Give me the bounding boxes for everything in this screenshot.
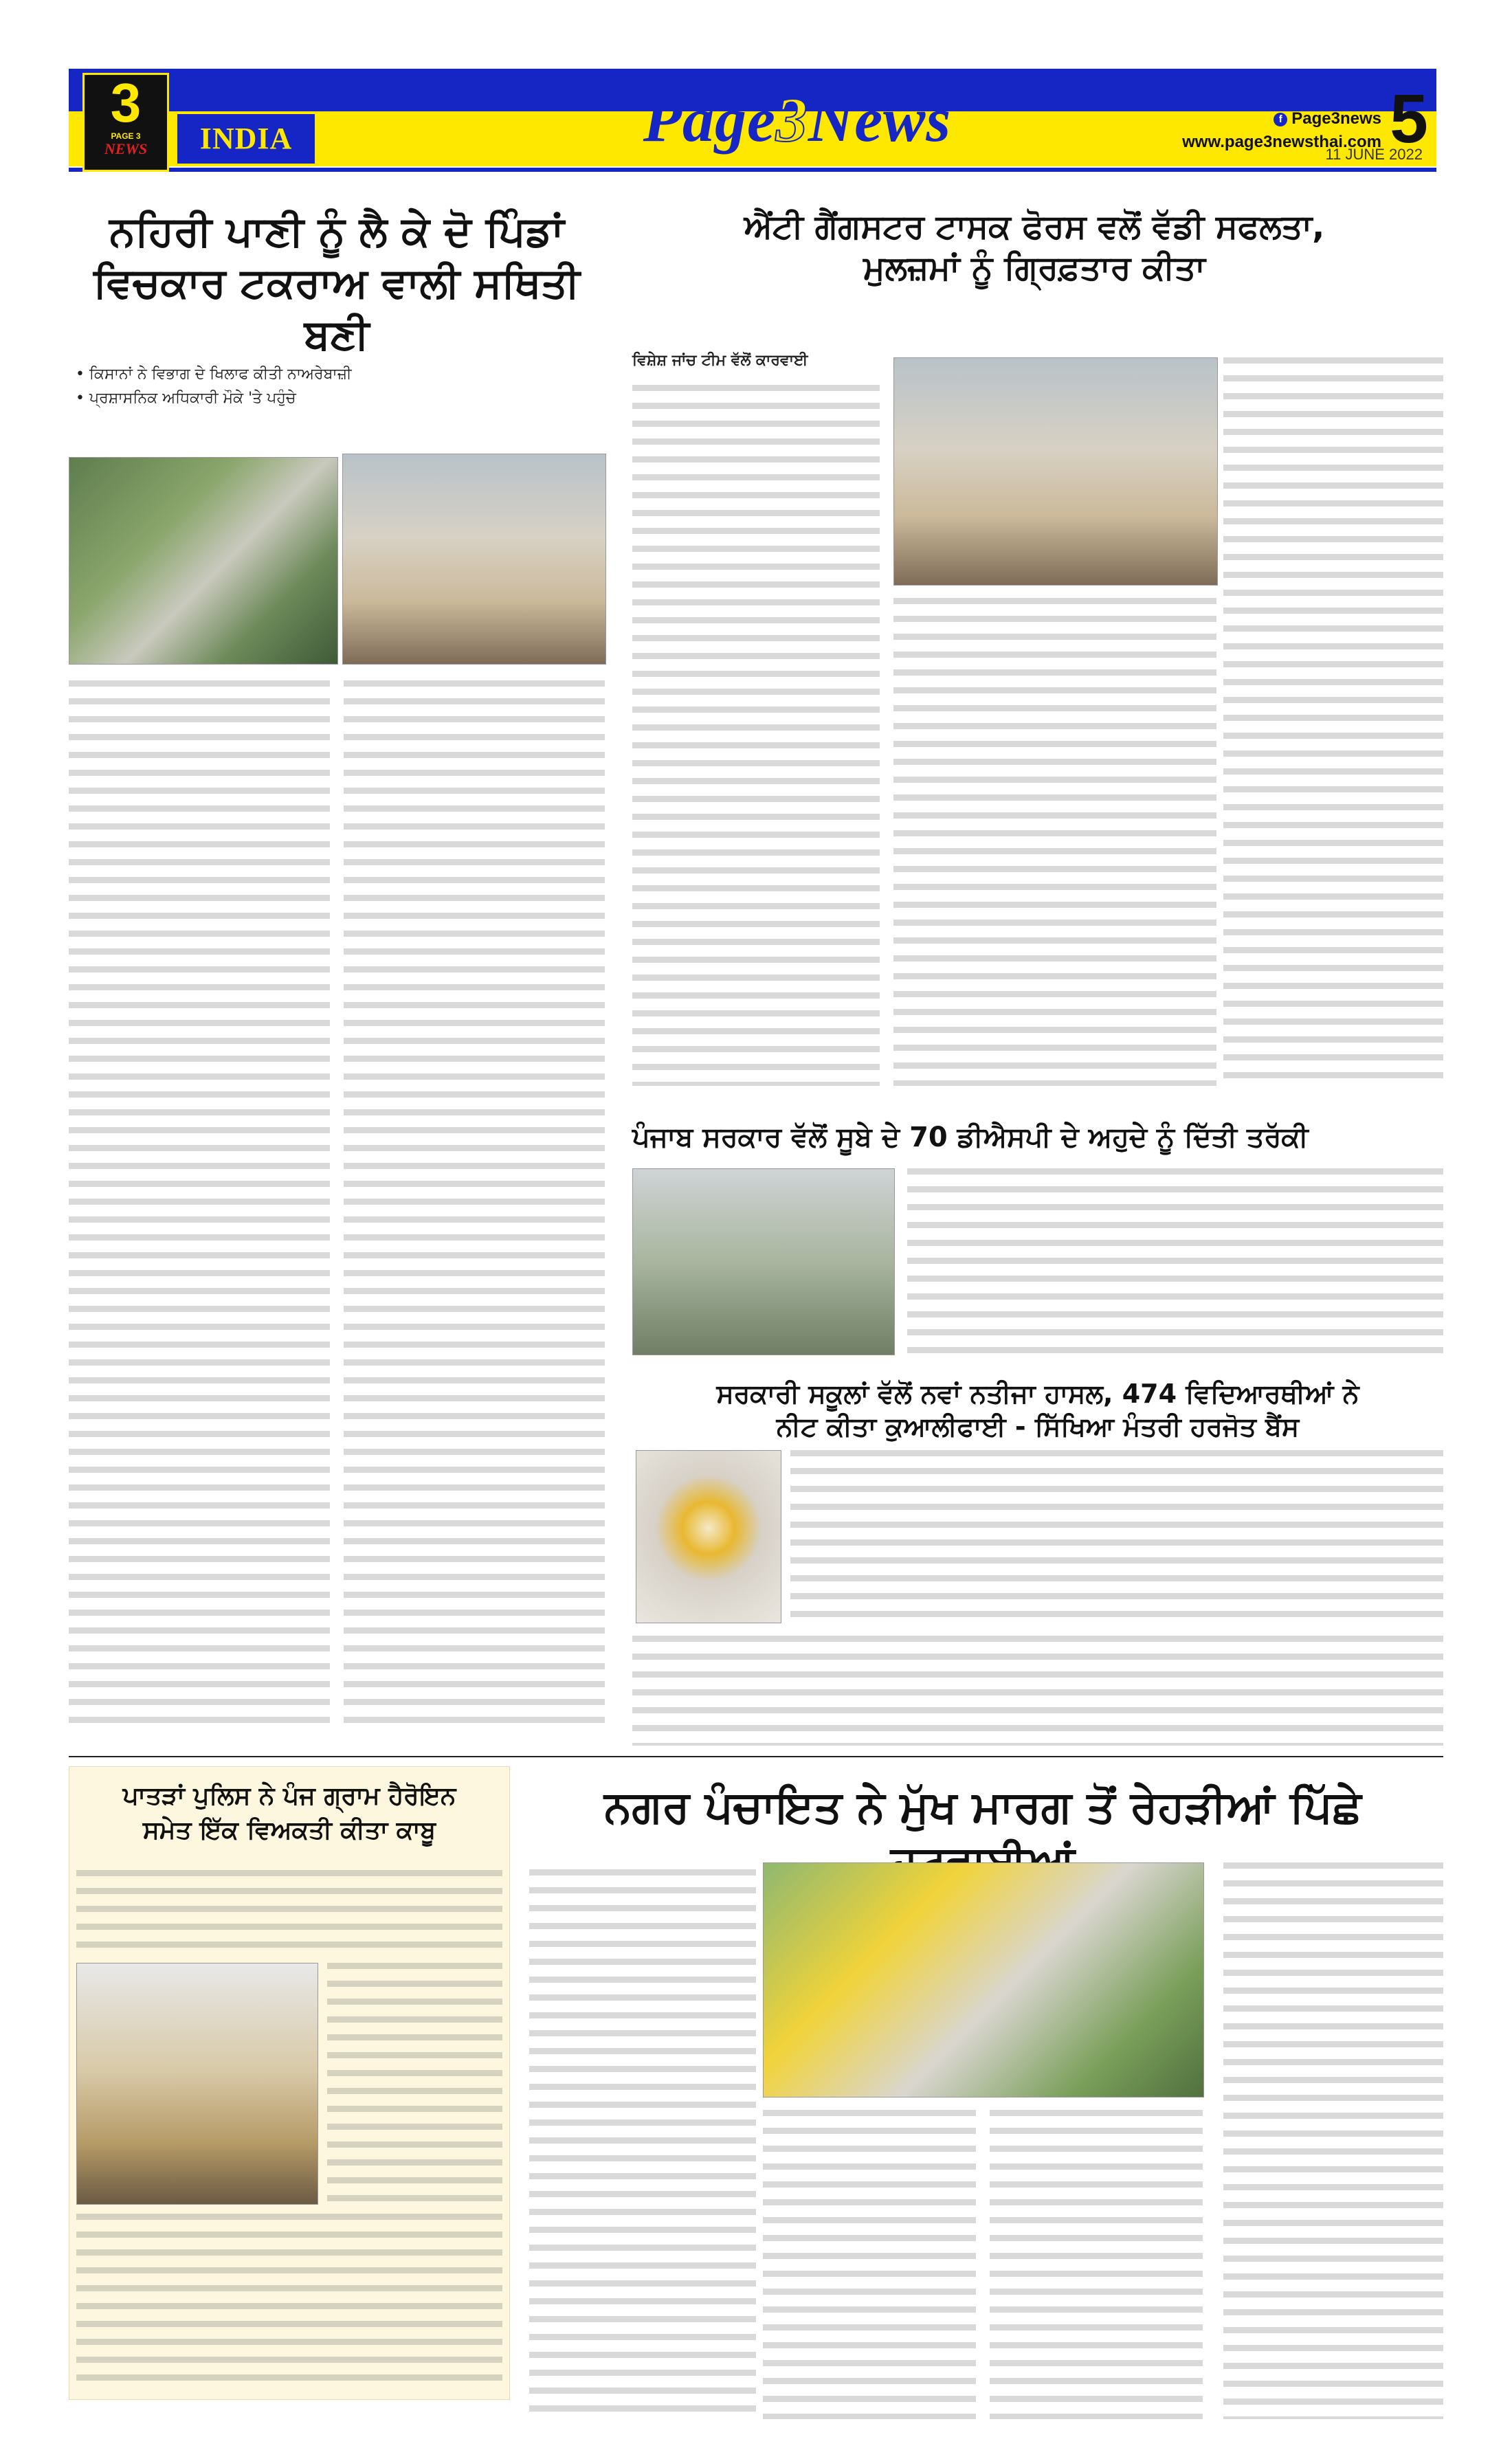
story5-photo-police <box>76 1963 318 2205</box>
story2-photo-arrest <box>893 357 1218 586</box>
story2-column-2 <box>893 598 1216 1086</box>
logo-sub: PAGE 3 <box>111 131 141 141</box>
masthead-rule <box>69 168 1436 172</box>
story1-column-2 <box>344 680 605 1732</box>
story3-text <box>907 1168 1443 1354</box>
social-handle: Page3news <box>1291 109 1381 128</box>
story1-column-1 <box>69 680 330 1732</box>
website-link[interactable]: www.page3newsthai.com <box>1182 133 1381 151</box>
story6-column-4 <box>1223 1862 1443 2419</box>
story2-headline-line1: ਐਂਟੀ ਗੈਂਗਸਟਰ ਟਾਸਕ ਫੋਰਸ ਵਲੋਂ ਵੱਡੀ ਸਫਲਤਾ, <box>744 208 1325 246</box>
story2-column-3 <box>1223 357 1443 1086</box>
story4-photo-minister <box>636 1450 781 1623</box>
social-handle-row[interactable] <box>1182 107 1381 131</box>
section-divider <box>69 1756 1443 1757</box>
story2-column-1 <box>632 385 880 1086</box>
story2-kicker: ਵਿਸ਼ੇਸ਼ ਜਾਂਚ ਟੀਮ ਵੱਲੋਂ ਕਾਰਵਾਈ <box>632 352 808 369</box>
story2-headline-line2: ਮੁਲਜ਼ਮਾਂ ਨੂੰ ਗ੍ਰਿਫ਼ਤਾਰ ਕੀਤਾ <box>863 249 1205 287</box>
brand-title[interactable] <box>605 74 990 165</box>
story5-side-text <box>327 1963 502 2203</box>
section-label: INDIA <box>177 114 315 164</box>
story4-text-lower <box>632 1636 1443 1746</box>
story3-photo-meeting <box>632 1168 895 1355</box>
story5-headline-line1: ਪਾਤੜਾਂ ਪੁਲਿਸ ਨੇ ਪੰਜ ਗ੍ਰਾਮ ਹੈਰੋਇਨ <box>122 1782 456 1810</box>
logo-news: NEWS <box>104 140 148 157</box>
story6-photo-market <box>763 1862 1204 2098</box>
story1-bullet1: • ਕਿਸਾਨਾਂ ਨੇ ਵਿਭਾਗ ਦੇ ਖਿਲਾਫ ਕੀਤੀ ਨਾਅਰੇਬਾਜ਼ੀ <box>76 366 352 383</box>
story1-photo-group <box>342 454 606 665</box>
story6-column-3 <box>990 2110 1203 2419</box>
brand-three: 3 <box>775 85 808 155</box>
story1-bullet2: • ਪ੍ਰਸ਼ਾਸਨਿਕ ਅਧਿਕਾਰੀ ਮੌਕੇ 'ਤੇ ਪਹੁੰਚੇ <box>76 390 296 407</box>
story5-bottom-text <box>76 2214 502 2385</box>
story1-headline-line1: ਨਹਿਰੀ ਪਾਣੀ ਨੂੰ ਲੈ ਕੇ ਦੋ ਪਿੰਡਾਂ <box>109 208 564 256</box>
story-neet <box>632 1378 1443 1443</box>
page-number: 5 <box>1390 80 1428 157</box>
story5-headline-line2: ਸਮੇਤ ਇੱਕ ਵਿਅਕਤੀ ਕੀਤਾ ਕਾਬੂ <box>142 1816 436 1845</box>
story6-headline: ਨਗਰ ਪੰਚਾਇਤ ਨੇ ਮੁੱਖ ਮਾਰਗ ਤੋਂ ਰੇਹੜੀਆਂ ਪਿੱਛੇ <box>604 1782 1361 1833</box>
story-patran-police <box>69 1766 510 2400</box>
issue-date: 11 JUNE 2022 <box>1325 146 1423 163</box>
story4-headline-line2: ਨੀਟ ਕੀਤਾ ਕੁਆਲੀਫਾਈ - ਸਿੱਖਿਆ ਮੰਤਰੀ ਹਰਜੋਤ ਬੈਂਸ <box>776 1411 1300 1442</box>
page3-logo[interactable] <box>82 73 169 172</box>
story1-headline-line2: ਵਿਚਕਾਰ ਟਕਰਾਅ ਵਾਲੀ ਸਥਿਤੀ ਬਣੀ <box>93 259 580 359</box>
masthead <box>69 69 1436 172</box>
story5-intro-text <box>76 1870 502 1952</box>
logo-number: 3 <box>110 72 142 133</box>
facebook-icon: f <box>1274 113 1287 126</box>
brand-right: News <box>808 85 952 155</box>
story6-column-1 <box>529 1869 756 2419</box>
story-anti-gangster <box>625 206 1443 289</box>
brand-left: Page <box>643 85 776 155</box>
story1-photo-crowd <box>69 457 338 665</box>
story4-text-upper <box>790 1450 1443 1629</box>
story4-headline-line1: ਸਰਕਾਰੀ ਸਕੂਲਾਂ ਵੱਲੋਂ ਨਵਾਂ ਨਤੀਜਾ ਹਾਸਲ, 474 ਵਿਦਿਆਰਥੀਆਂ ਨੇ <box>716 1379 1359 1409</box>
story-canal-water <box>69 206 605 361</box>
story6-column-2 <box>763 2110 976 2419</box>
story3-headline: ਪੰਜਾਬ ਸਰਕਾਰ ਵੱਲੋਂ ਸੂਬੇ ਦੇ 70 ਡੀਐਸਪੀ ਦੇ ਅਹੁਦੇ ਨੂੰ ਦਿੱਤੀ ਤਰੱਕੀ <box>632 1122 1309 1153</box>
